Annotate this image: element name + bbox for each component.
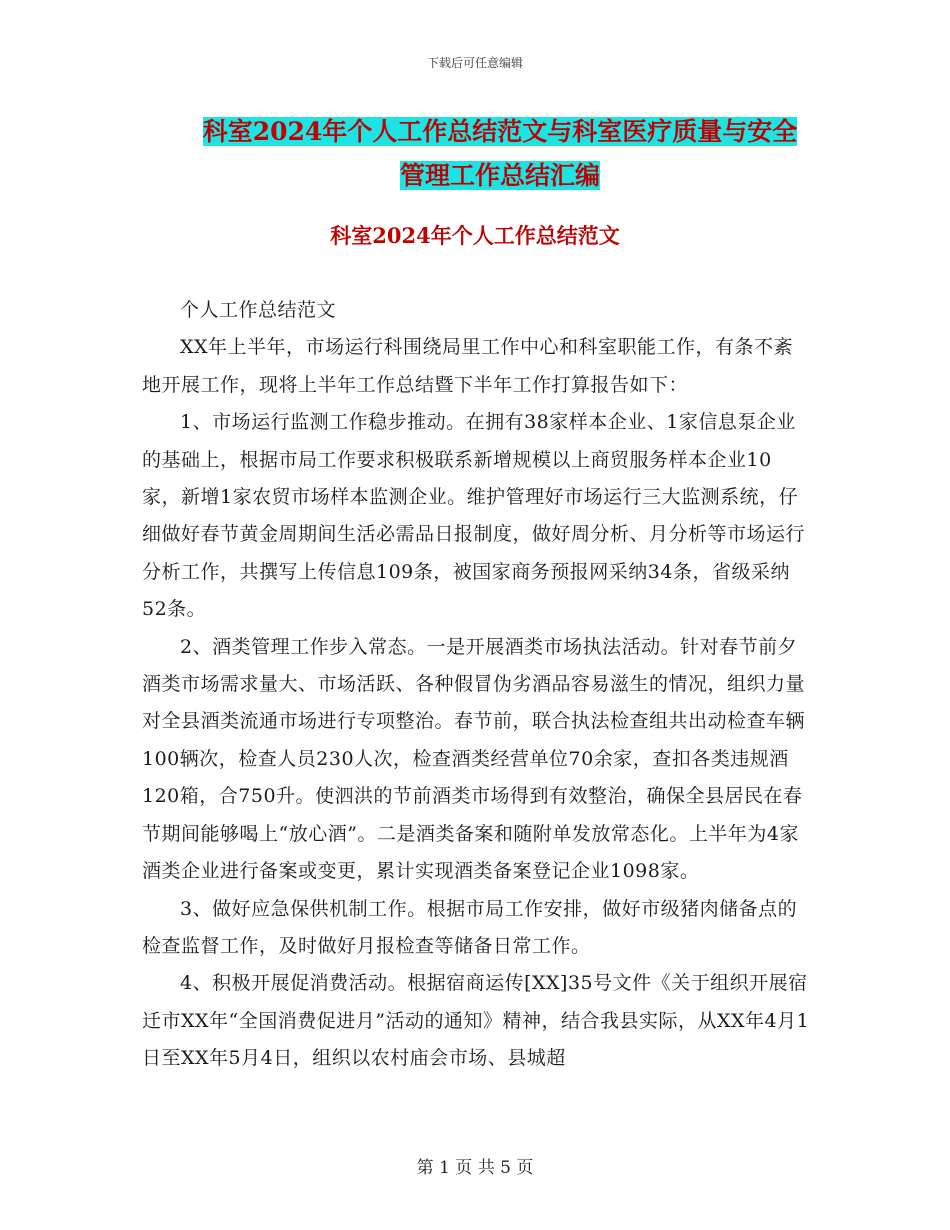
document-title-line-1: 科室2024年个人工作总结范文与科室医疗质量与安全 — [202, 117, 798, 146]
document-body — [142, 292, 810, 1078]
body-paragraph: 个人工作总结范文 — [180, 299, 337, 321]
body-paragraph: 3、做好应急保供机制工作。根据市局工作安排，做好市级猪肉储备点的检查监督工作，及时做好月报检查等储备日常工作。 — [142, 897, 798, 957]
body-paragraph: 1、市场运行监测工作稳步推动。在拥有38家样本企业、1家信息泵企业的基础上，根据市局工作要求积极联系新增规模以上商贸服务样本企业10家，新增1家农贸市场样本监测企业。维护管理好市场运行三大监测系统，仔细做好春节黄金周期间生活必需品日报制度，做好周分析、月分析等市场运行分析工作，共撰写上传信息109条，被国家商务预报网采纳34条，省级采纳52条。 — [142, 411, 806, 621]
section-title: 科室2024年个人工作总结范文 — [330, 223, 620, 248]
page-header-note: 下载后可任意编辑 — [426, 56, 523, 70]
body-paragraph: XX年上半年，市场运行科围绕局里工作中心和科室职能工作，有条不紊地开展工作，现将上半年工作总结暨下半年工作打算报告如下： — [142, 336, 794, 396]
body-paragraph: 4、积极开展促消费活动。根据宿商运传[XX]35号文件《关于组织开展宿迁市XX年“全国消费促进月”活动的通知》精神，结合我县实际，从XX年4月1日至XX年5月4日，组织以农村庙会市场、县城超 — [142, 972, 810, 1070]
page-number-footer: 第 1 页 共 5 页 — [416, 1158, 534, 1178]
body-paragraph: 2、酒类管理工作步入常态。一是开展酒类市场执法活动。针对春节前夕酒类市场需求量大、市场活跃、各种假冒伪劣酒品容易滋生的情况，组织力量对全县酒类流通市场进行专项整治。春节前，联合执法检查组共出动检查车辆100辆次，检查人员230人次，检查酒类经营单位70余家，查扣各类违规酒120箱，合750升。使泗洪的节前酒类市场得到有效整治，确保全县居民在春节期间能够喝上“放心酒”。二是酒类备案和随附单发放常态化。上半年为4家酒类企业进行备案或变更，累计实现酒类备案登记企业1098家。 — [142, 635, 806, 883]
document-title — [120, 110, 880, 198]
document-title-line-2: 管理工作总结汇编 — [399, 161, 600, 190]
